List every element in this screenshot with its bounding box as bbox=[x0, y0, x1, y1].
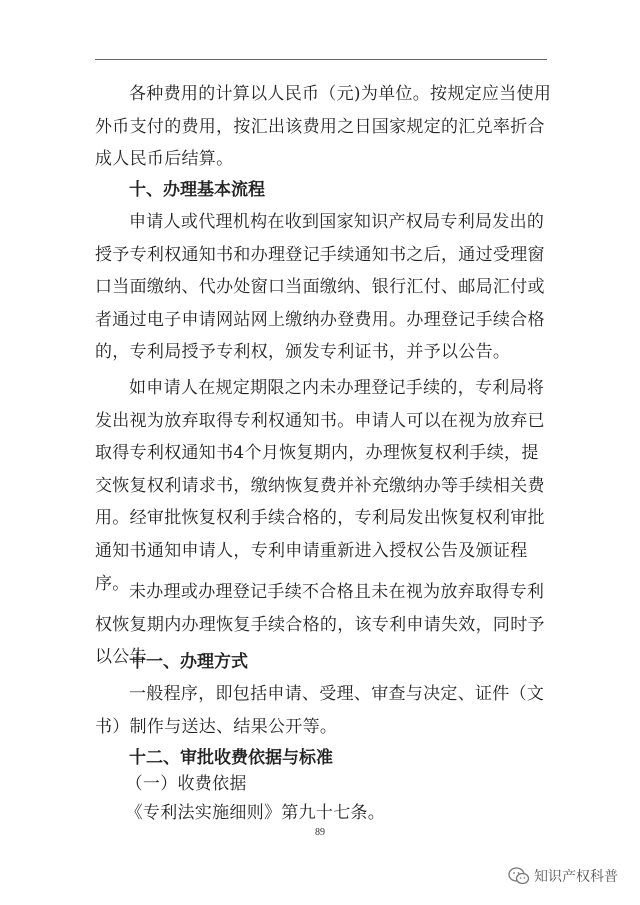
wechat-icon bbox=[508, 867, 530, 885]
page-number: 89 bbox=[315, 827, 325, 838]
paragraph-process-payment: 申请人或代理机构在收到国家知识产权局专利局发出的授予专利权通知书和办理登记手续通知书之后，通过受理窗口当面缴纳、代办处窗口当面缴纳、银行汇付、邮局汇付或者通过电子申请网站网上缴纳办登费用。办理登记手续合格的，专利局授予专利权，颁发专利证书，并予以公告。 bbox=[95, 212, 545, 363]
paragraph-restoration: 如申请人在规定期限之内未办理登记手续的，专利局将发出视为放弃取得专利权通知书。申请人可以在视为放弃已取得专利权通知书4个月恢复期内，办理恢复权利手续，提交恢复权利请求书，缴纳恢复费并补充缴纳办等手续相关费用。经审批恢复权利手续合格的，专利局发出恢复权利审批通知书通知申请人，专利申请重新进入授权公告及颁证程序。 bbox=[95, 378, 545, 594]
watermark bbox=[508, 866, 618, 886]
heading-fee-basis: 十二、审批收费依据与标准 bbox=[129, 748, 333, 768]
header-rule bbox=[95, 59, 547, 60]
heading-basic-process: 十、办理基本流程 bbox=[129, 180, 265, 200]
watermark-text: 知识产权科普 bbox=[534, 869, 618, 885]
paragraph-lapse: 未办理或办理登记手续不合格且未在视为放弃取得专利权恢复期内办理恢复手续合格的，该专利申请失效，同时予以公告 bbox=[95, 582, 545, 668]
paragraph-general-procedure: 一般程序，即包括申请、受理、审查与决定、证件（文书）制作与送达、结果公开等。 bbox=[95, 684, 545, 737]
subheading-fee-basis: （一）收费依据 bbox=[125, 774, 247, 794]
heading-handling-method: 十一、办理方式 bbox=[129, 652, 248, 672]
paragraph-regulation-reference: 《专利法实施细则》第九十七条。 bbox=[125, 803, 386, 823]
paragraph-currency: 各种费用的计算以人民币（元)为单位。按规定应当使用外币支付的费用，按汇出该费用之日国家规定的汇兑率折合成人民币后结算。 bbox=[95, 84, 552, 170]
